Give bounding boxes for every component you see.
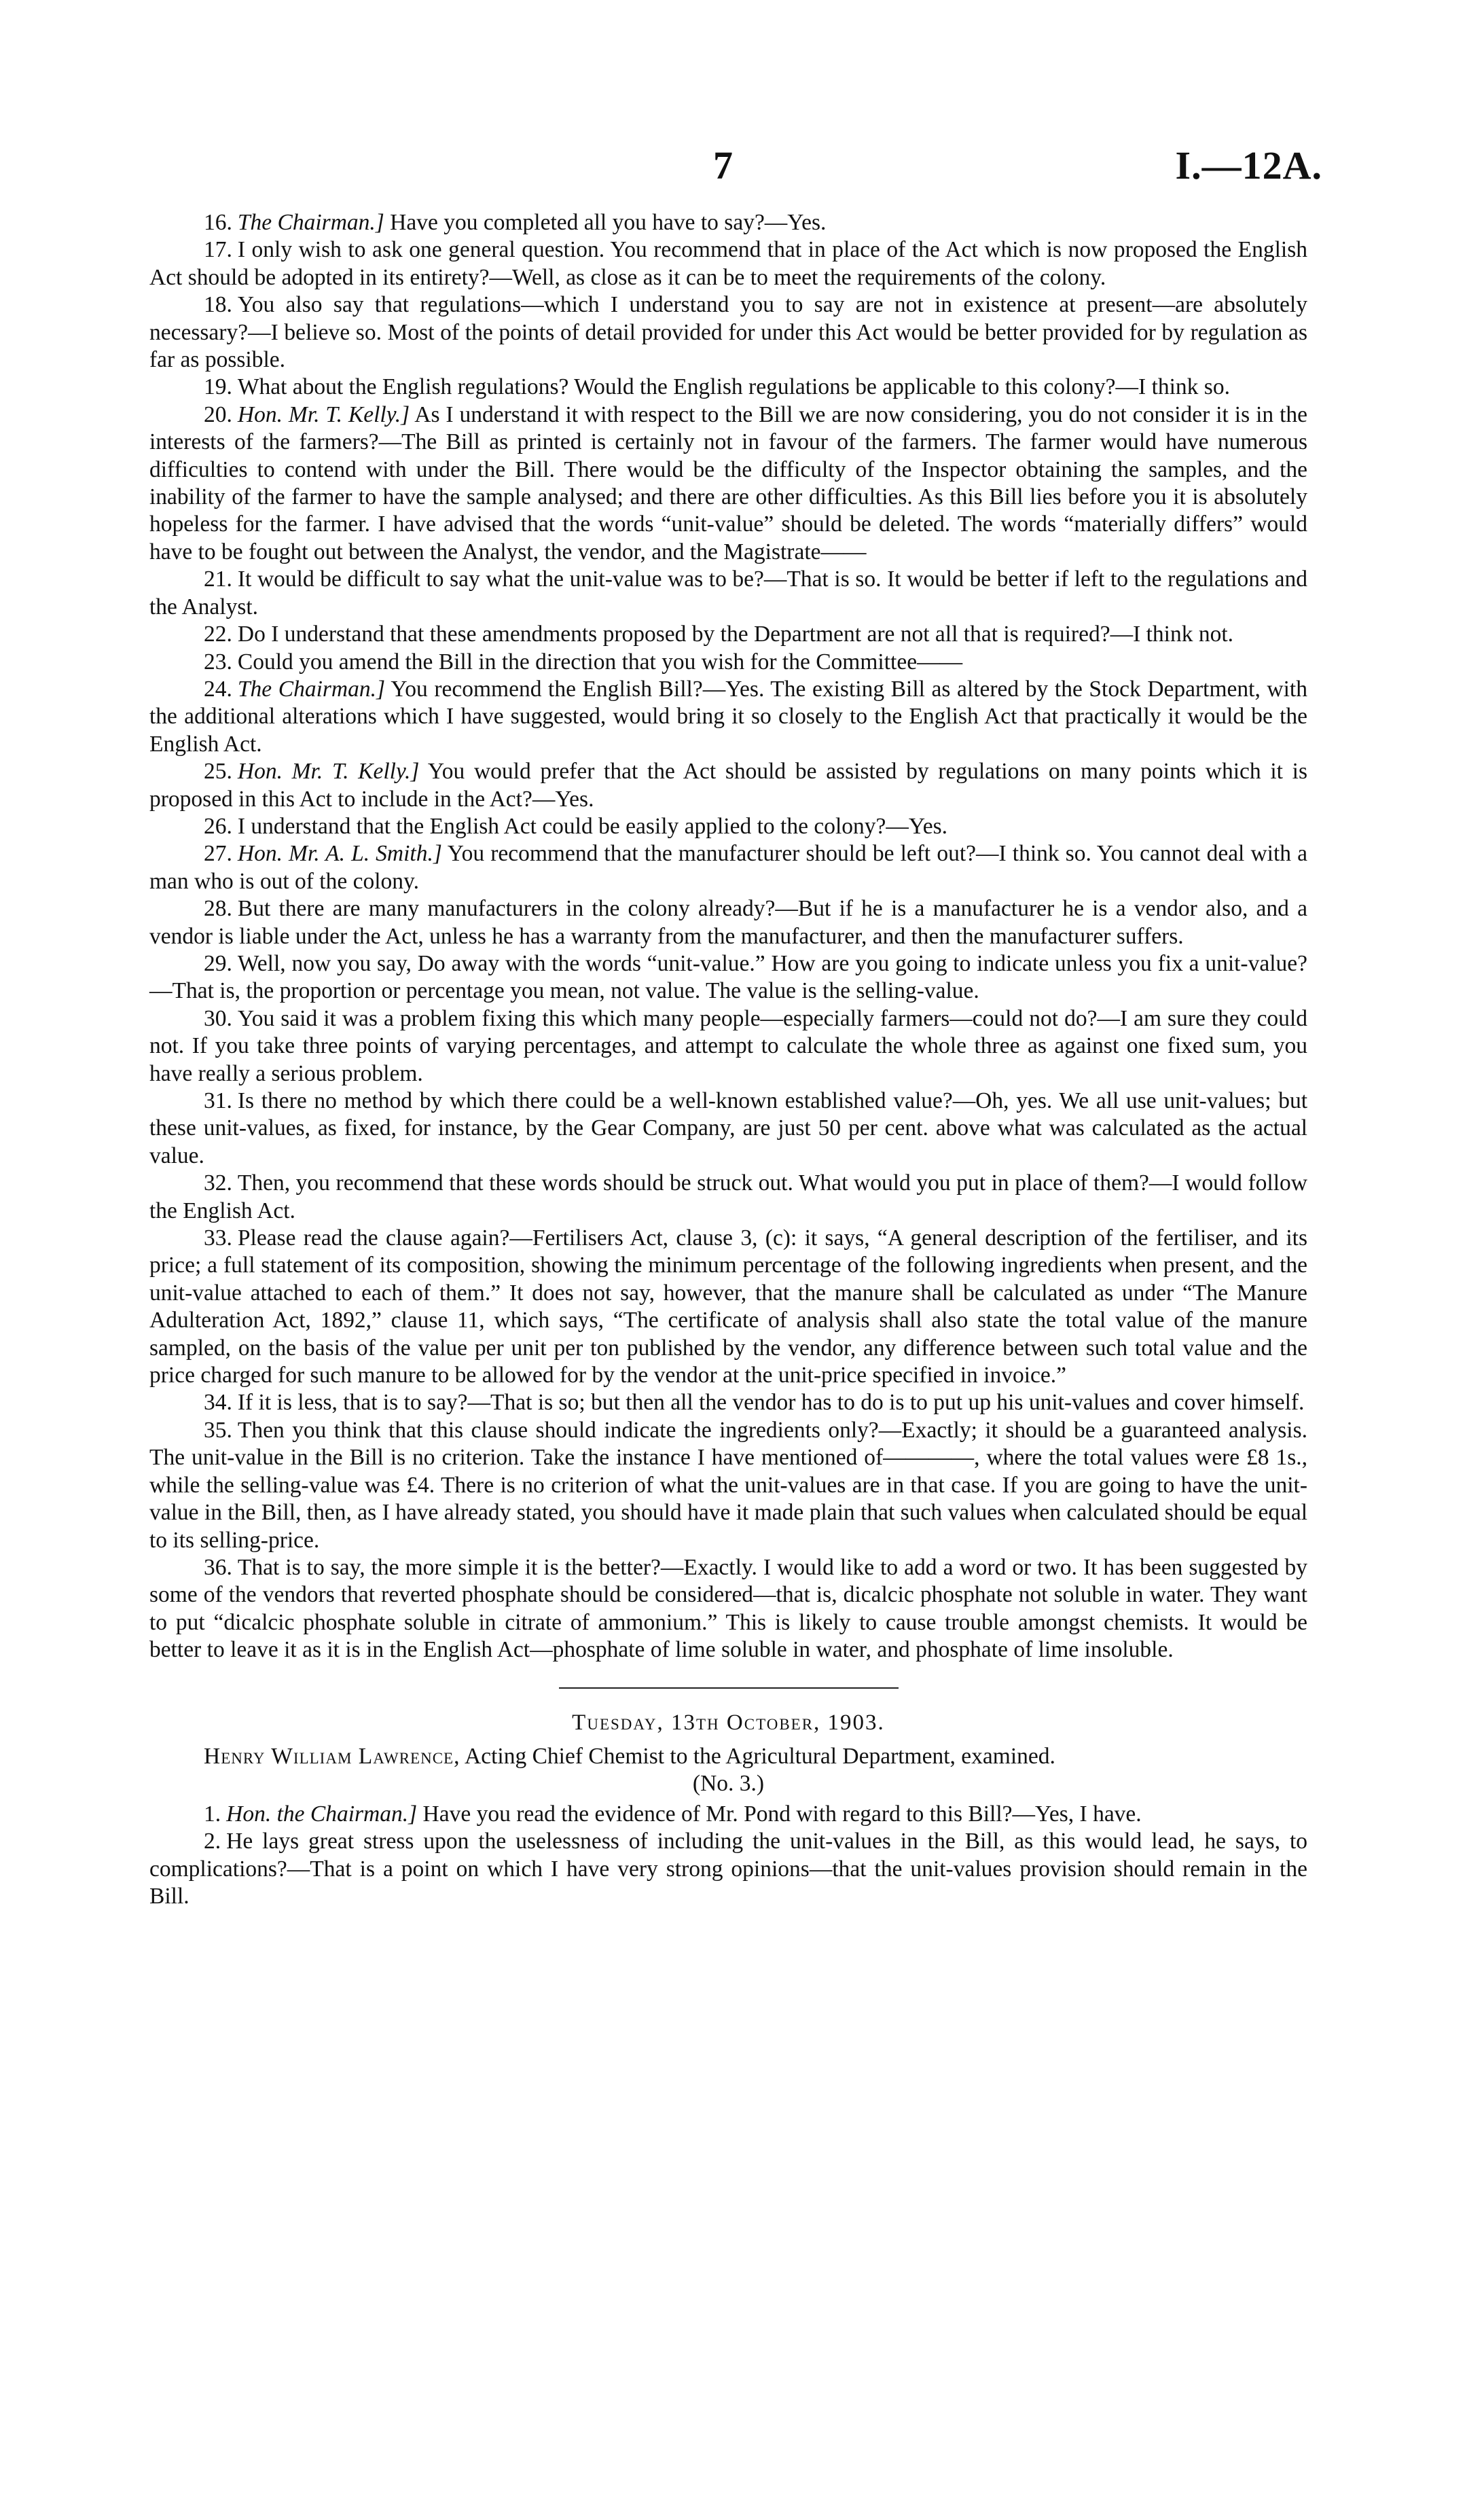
question-text: Please read the clause again?—Fertilisers Act, clause 3, (c): it says, “A general description of the fertiliser, and its price; a full statement of its composition, showing the minimum percentage of the following ingredients when present, and the unit-value attached to each of them.” It does not say, however, that the manure shall be calculated as under “The Manure Adulteration Act, 1892,” clause 11, which says, “The certificate of analysis shall also state the total value of the manure sampled, on the basis of the value per unit per ton published by the vendor, any difference between such total value and the price charged for such manure to be allowed for by the vendor at the unit-price specified in invoice.” (149, 1225, 1307, 1388)
speaker-name: The Chairman.] (237, 210, 384, 235)
witness-line (149, 1743, 1307, 1770)
speaker-name: Hon. Mr. T. Kelly.] (237, 401, 410, 427)
question-paragraph (149, 209, 1307, 236)
question-text: That is to say, the more simple it is the better?—Exactly. I would like to add a word or two. It has been suggested by some of the vendors that reverted phosphate should be considered—that is, dicalcic phosphate not soluble in water. They want to put “dicalcic phosphate soluble in citrate of ammonium.” This is likely to cause trouble amongst chemists. It would be better to leave it as it is in the English Act—phosphate of lime soluble in water, and phosphate of lime insoluble. (149, 1554, 1307, 1663)
question-paragraph (149, 1170, 1307, 1225)
question-number: 17. (204, 237, 232, 263)
question-text: You also say that regulations—which I understand you to say are not in existence at present—are absolutely necessary?—I believe so. Most of the points of detail provided for under this Act would be better provided for by regulation as far as possible. (149, 292, 1307, 373)
question-number: 23. (204, 649, 232, 675)
question-text: If it is less, that is to say?—That is so; but then all the vendor has to do is to put up his unit-values and cover himself. (237, 1390, 1305, 1416)
question-number: 31. (204, 1088, 232, 1113)
witness-role: Acting Chief Chemist to the Agricultural Department, examined. (465, 1743, 1055, 1769)
question-paragraph (149, 291, 1307, 374)
question-number: 25. (204, 759, 232, 785)
section-divider (559, 1687, 899, 1689)
question-text: It would be difficult to say what the unit-value was to be?—That is so. It would be better if left to the regulations and the Analyst. (149, 567, 1307, 620)
question-paragraph (149, 676, 1307, 758)
question-text: Is there no method by which there could be a well-known established value?—Oh, yes. We all use unit-values; but these unit-values, as fixed, for instance, by the Gear Company, are just 50 per cent. above what was calculated as the actual value. (149, 1088, 1307, 1168)
question-paragraph (149, 1389, 1307, 1416)
question-paragraph (149, 401, 1307, 566)
question-text: You recommend that the manufacturer should be left out?—I think so. You cannot deal with a man who is out of the colony. (149, 841, 1307, 894)
question-text: I understand that the English Act could be easily applied to the colony?—Yes. (237, 813, 947, 839)
question-paragraph (149, 566, 1307, 621)
document-reference: I.—12A. (1175, 143, 1322, 187)
question-paragraph (149, 1417, 1307, 1554)
question-number: 21. (204, 567, 232, 592)
question-number: 20. (204, 401, 232, 427)
question-text: Have you completed all you have to say?—Yes. (390, 210, 827, 235)
body-text (149, 209, 1307, 1910)
question-number: 36. (204, 1554, 232, 1580)
session-date: Tuesday, 13th October, 1903. (572, 1710, 885, 1735)
question-paragraph (149, 840, 1307, 895)
question-number: 18. (204, 292, 232, 318)
question-paragraph (149, 1801, 1307, 1828)
question-paragraph (149, 374, 1307, 401)
question-text: As I understand it with respect to the Bill we are now considering, you do not consider it is in the interests of the farmers?—The Bill as printed is certainly not in favour of the farmers. The farmer would have numerous difficulties to contend with under the Bill. There would be the difficulty of the Inspector obtaining the samples, and the inability of the farmer to have the sample analysed; and there are other difficulties. As this Bill lies before you it is absolutely hopeless for the farmer. I have advised that the words “unit-value” should be deleted. The words “materially differs” would have to be fought out between the Analyst, the vendor, and the Magistrate—— (149, 401, 1307, 564)
question-number: 24. (204, 676, 232, 702)
question-number: 19. (204, 374, 232, 400)
question-paragraph (149, 813, 1307, 840)
question-paragraph (149, 649, 1307, 676)
question-text: What about the English regulations? Would the English regulations be applicable to this colony?—I think so. (237, 374, 1230, 400)
question-number: 22. (204, 622, 232, 647)
question-text: Could you amend the Bill in the direction that you wish for the Committee—— (237, 649, 963, 675)
speaker-name: Hon. Mr. T. Kelly.] (237, 759, 420, 785)
question-text: Have you read the evidence of Mr. Pond with regard to this Bill?—Yes, I have. (422, 1801, 1142, 1827)
question-paragraph (149, 1088, 1307, 1170)
speaker-name: Hon. the Chairman.] (226, 1801, 418, 1827)
question-paragraph (149, 895, 1307, 950)
question-paragraph (149, 758, 1307, 813)
evidence-section-b (149, 1801, 1307, 1911)
question-paragraph (149, 236, 1307, 291)
question-paragraph (149, 1554, 1307, 1664)
question-paragraph (149, 950, 1307, 1005)
question-text: Do I understand that these amendments proposed by the Department are not all that is required?—I think not. (237, 622, 1234, 647)
question-number: 35. (204, 1417, 232, 1443)
evidence-section-a (149, 209, 1307, 1664)
question-text: You recommend the English Bill?—Yes. The existing Bill as altered by the Stock Department, with the additional alterations which I have suggested, would bring it so closely to the English Act that practically it would be the English Act. (149, 676, 1307, 757)
question-paragraph (149, 1225, 1307, 1389)
question-paragraph (149, 1828, 1307, 1910)
question-text: Then, you recommend that these words should be struck out. What would you put in place of them?—I would follow the English Act. (149, 1170, 1307, 1223)
question-paragraph (149, 621, 1307, 648)
question-number: 1. (204, 1801, 221, 1827)
question-number: 30. (204, 1005, 232, 1031)
question-paragraph (149, 1005, 1307, 1088)
witness-number: (No. 3.) (692, 1771, 765, 1797)
question-number: 29. (204, 950, 232, 976)
speaker-name: The Chairman.] (237, 676, 386, 702)
question-number: 32. (204, 1170, 232, 1196)
question-text: I only wish to ask one general question. You recommend that in place of the Act which is now proposed the English Act should be adopted in its entirety?—Well, as close as it can be to meet the requirements of the colony. (149, 237, 1307, 290)
question-text: You would prefer that the Act should be assisted by regulations on many points which it is proposed in this Act to include in the Act?—Yes. (149, 759, 1308, 812)
question-number: 27. (204, 841, 232, 867)
question-number: 34. (204, 1390, 232, 1416)
question-text: But there are many manufacturers in the colony already?—But if he is a manufacturer he is a vendor also, and a vendor is liable under the Act, unless he has a warranty from the manufacturer, and then the manufacturer suffers. (149, 896, 1307, 949)
question-text: He lays great stress upon the uselessness of including the unit-values in the Bill, as this would lead, he says, to complications?—That is a point on which I have very strong opinions—that the unit-values provision should remain in the Bill. (149, 1829, 1307, 1909)
page-header (0, 143, 1484, 197)
question-text: Then you think that this clause should indicate the ingredients only?—Exactly; it should be a guaranteed analysis. The unit-value in the Bill is no criterion. Take the instance I have mentioned of————, where the total values were £8 1s., while the selling-value was £4. There is no criterion of what the unit-values are in that case. If you are going to have the unit-value in the Bill, then, as I have already stated, you should have it made plain that such values when calculated should be equal to its selling-price. (149, 1417, 1307, 1553)
question-number: 16. (204, 210, 232, 235)
question-text: You said it was a problem fixing this which many people—especially farmers—could not do?—I am sure they could not. If you take three points of varying percentages, and attempt to calculate the whole three as against one fixed sum, you have really a serious problem. (149, 1005, 1307, 1086)
question-number: 33. (204, 1225, 232, 1251)
question-number: 28. (204, 896, 232, 922)
page-number: 7 (713, 143, 733, 187)
question-number: 26. (204, 813, 232, 839)
question-text: Well, now you say, Do away with the words “unit-value.” How are you going to indicate unless you fix a unit-value?—That is, the proportion or percentage you mean, not value. The value is the selling-value. (149, 950, 1307, 1004)
question-number: 2. (204, 1829, 221, 1854)
witness-name: Henry William Lawrence, (204, 1743, 460, 1769)
speaker-name: Hon. Mr. A. L. Smith.] (237, 841, 442, 867)
